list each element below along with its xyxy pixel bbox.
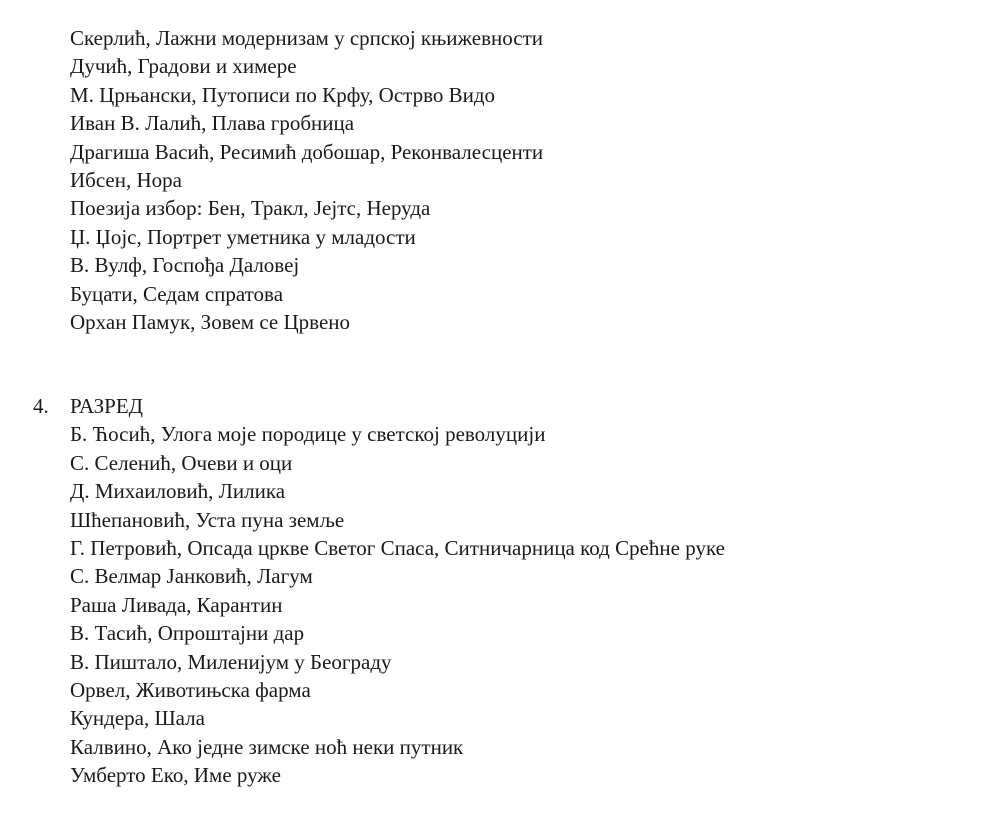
list-item: Буцати, Седам спратова xyxy=(70,281,284,306)
list-item: Г. Петровић, Опсада цркве Светог Спаса, Ситничарница код Срећне руке xyxy=(70,535,725,560)
list-item: С. Селенић, Очеви и оци xyxy=(70,450,293,475)
list-item: Ибсен, Нора xyxy=(70,167,182,192)
list-item: Дучић, Градови и химере xyxy=(70,54,297,79)
reading-list-previous-grade xyxy=(70,24,543,336)
section-title: РАЗРЕД xyxy=(70,394,143,418)
list-item: Поезија избор: Бен, Тракл, Јејтс, Неруда xyxy=(70,196,431,221)
list-item: Б. Ћосић, Улога моје породице у светској револуцији xyxy=(70,422,546,447)
section-number: 4. xyxy=(33,394,49,418)
list-item: Драгиша Васић, Ресимић добошар, Реконвалесценти xyxy=(70,139,544,164)
section-heading xyxy=(0,392,1000,420)
list-item: Раша Ливада, Карантин xyxy=(70,592,283,617)
list-item: М. Црњански, Путописи по Крфу, Острво Видо xyxy=(70,82,496,107)
list-item: Орвел, Животињска фарма xyxy=(70,677,311,702)
list-item: В. Вулф, Госпођа Даловеј xyxy=(70,253,300,278)
list-item: В. Тасић, Опроштајни дар xyxy=(70,621,305,646)
list-item: Д. Михаиловић, Лилика xyxy=(70,479,286,504)
list-item: Шћепановић, Уста пуна земље xyxy=(70,507,345,532)
list-item: Скерлић, Лажни модернизам у српској књижевности xyxy=(70,26,544,50)
list-item: В. Пиштало, Миленијум у Београду xyxy=(70,649,392,674)
list-item: Иван В. Лалић, Плава гробница xyxy=(70,111,355,136)
list-item: Џ. Џојс, Портрет уметника у младости xyxy=(70,224,416,249)
grade-4-section xyxy=(0,392,1000,788)
list-item: С. Велмар Јанковић, Лагум xyxy=(70,564,313,589)
list-item: Калвино, Ако једне зимске ноћ неки путник xyxy=(70,734,464,759)
list-item: Орхан Памук, Зовем се Црвено xyxy=(70,309,351,334)
list-item: Умберто Еко, Име руже xyxy=(70,763,281,788)
list-item: Кундера, Шала xyxy=(70,706,205,731)
reading-list-grade-4 xyxy=(70,420,725,789)
